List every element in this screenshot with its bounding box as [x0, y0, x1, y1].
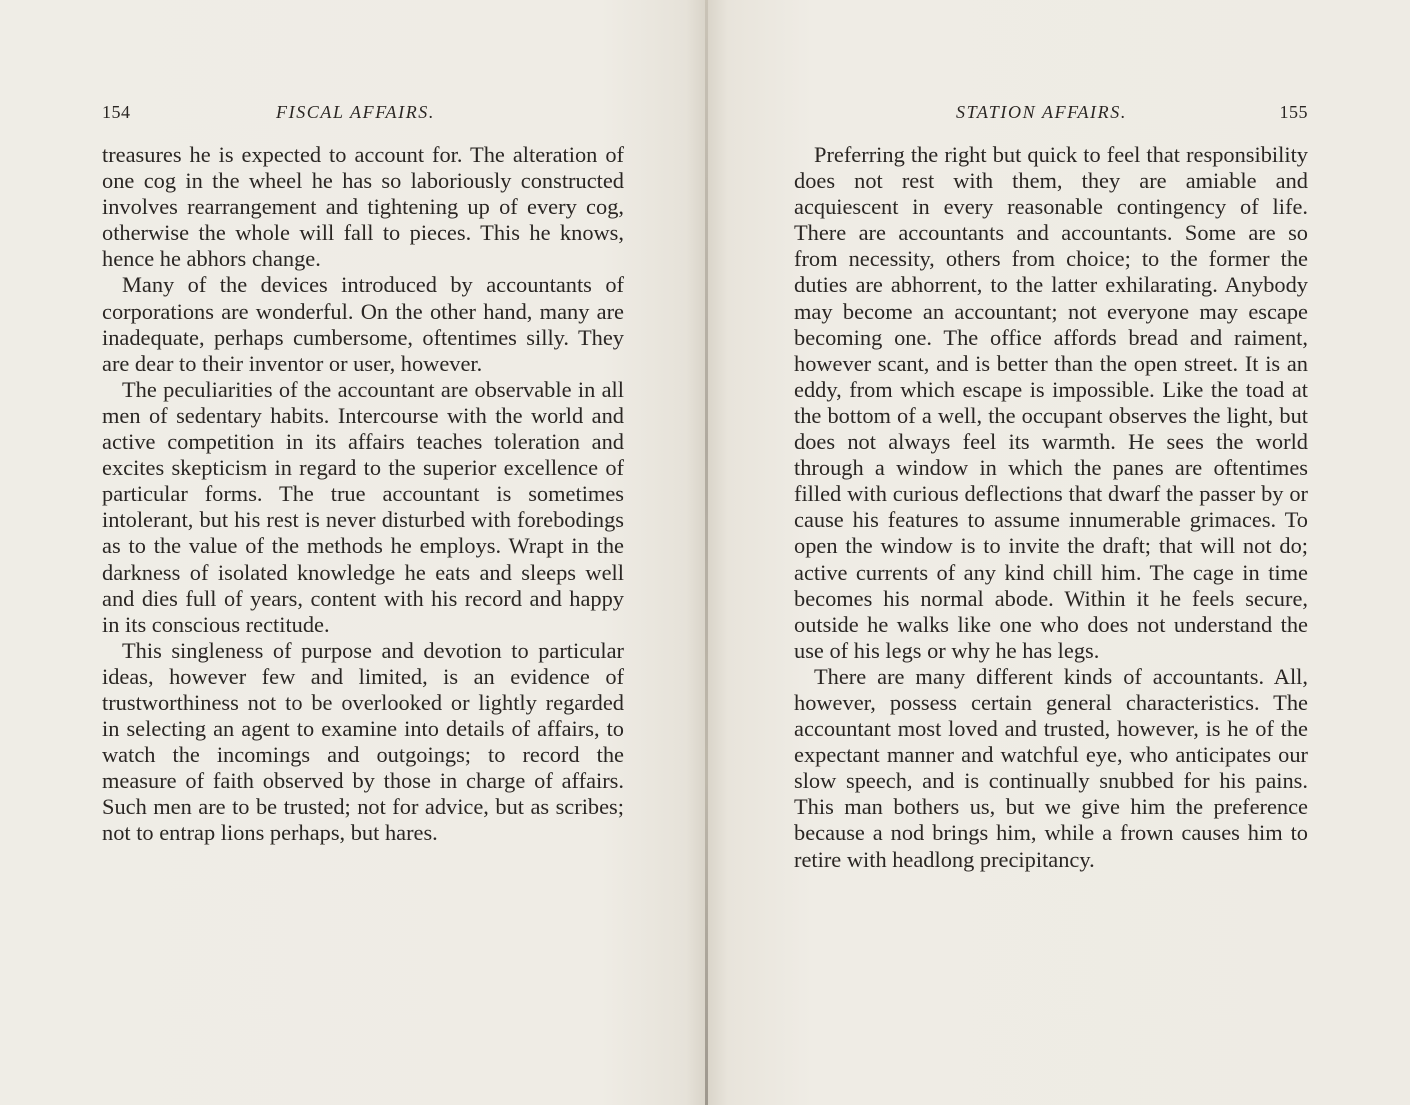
left-paragraph-2: Many of the devices introduced by accountants of corporations are wonderful. On the other hand, many are inadequate, perhaps cumbersome, oftentimes silly. They are dear to their inventor or user, however. [102, 272, 624, 376]
left-paragraph-1: treasures he is expected to account for. The alteration of one cog in the wheel he has so laboriously constructed involves rearrangement and tightening up of every cog, otherwise the whole will fall to pieces. This he knows, hence he abhors change. [102, 142, 624, 272]
right-page [707, 0, 1410, 1105]
right-running-title: STATION AFFAIRS. [956, 102, 1127, 122]
right-page-header [787, 99, 1308, 125]
right-paragraph-1: Preferring the right but quick to feel that responsibility does not rest with them, they are amiable and acquiescent in every reasonable contingency of life. There are accountants and accountants. Some are so from necessity, others from choice; to the former the duties are abhorrent, to the latter exhilarating. Anybody may become an accountant; not everyone may escape becoming one. The office affords bread and raiment, however scant, and is better than the open street. It is an eddy, from which escape is impossible. Like the toad at the bottom of a well, the occupant observes the light, but does not always feel its warmth. He sees the world through a window in which the panes are oftentimes filled with curious deflections that dwarf the passer by or cause his features to assume innumerable grimaces. To open the window is to invite the draft; that will not do; active currents of any kind chill him. The cage in time becomes his normal abode. Within it he feels secure, outside he walks like one who does not understand the use of his legs or why he has legs. [794, 142, 1308, 663]
left-paragraph-3: The peculiarities of the accountant are observable in all men of sedentary habits. Intercourse with the world and active competition in its affairs teaches toleration and excites skepticism in regard to the superior excellence of particular forms. The true accountant is sometimes intolerant, but his rest is never disturbed with forebodings as to the value of the methods he employs. Wrapt in the darkness of isolated knowledge he eats and sleeps well and dies full of years, content with his record and happy in its conscious rectitude. [102, 376, 624, 637]
left-page-header [102, 99, 624, 125]
book-gutter [705, 0, 708, 1105]
right-paragraph-2: There are many different kinds of accountants. All, however, possess certain general characteristics. The accountant most loved and trusted, however, is he of the expectant manner and watchful eye, who anticipates our slow speech, and is continually snubbed for his pains. This man bothers us, but we give him the preference because a nod brings him, while a frown causes him to retire with headlong precipitancy. [794, 663, 1308, 872]
left-page-body [102, 142, 624, 847]
right-page-body [794, 142, 1308, 873]
right-page-number: 155 [1279, 102, 1308, 122]
left-page-number: 154 [102, 102, 131, 122]
left-running-title: FISCAL AFFAIRS. [276, 102, 435, 122]
left-paragraph-4: This singleness of purpose and devotion to particular ideas, however few and limited, is an evidence of trustworthiness not to be overlooked or lightly regarded in selecting an agent to examine into details of affairs, to watch the incomings and outgoings; to record the measure of faith observed by those in charge of affairs. Such men are to be trusted; not for advice, but as scribes; not to entrap lions perhaps, but hares. [102, 637, 624, 846]
